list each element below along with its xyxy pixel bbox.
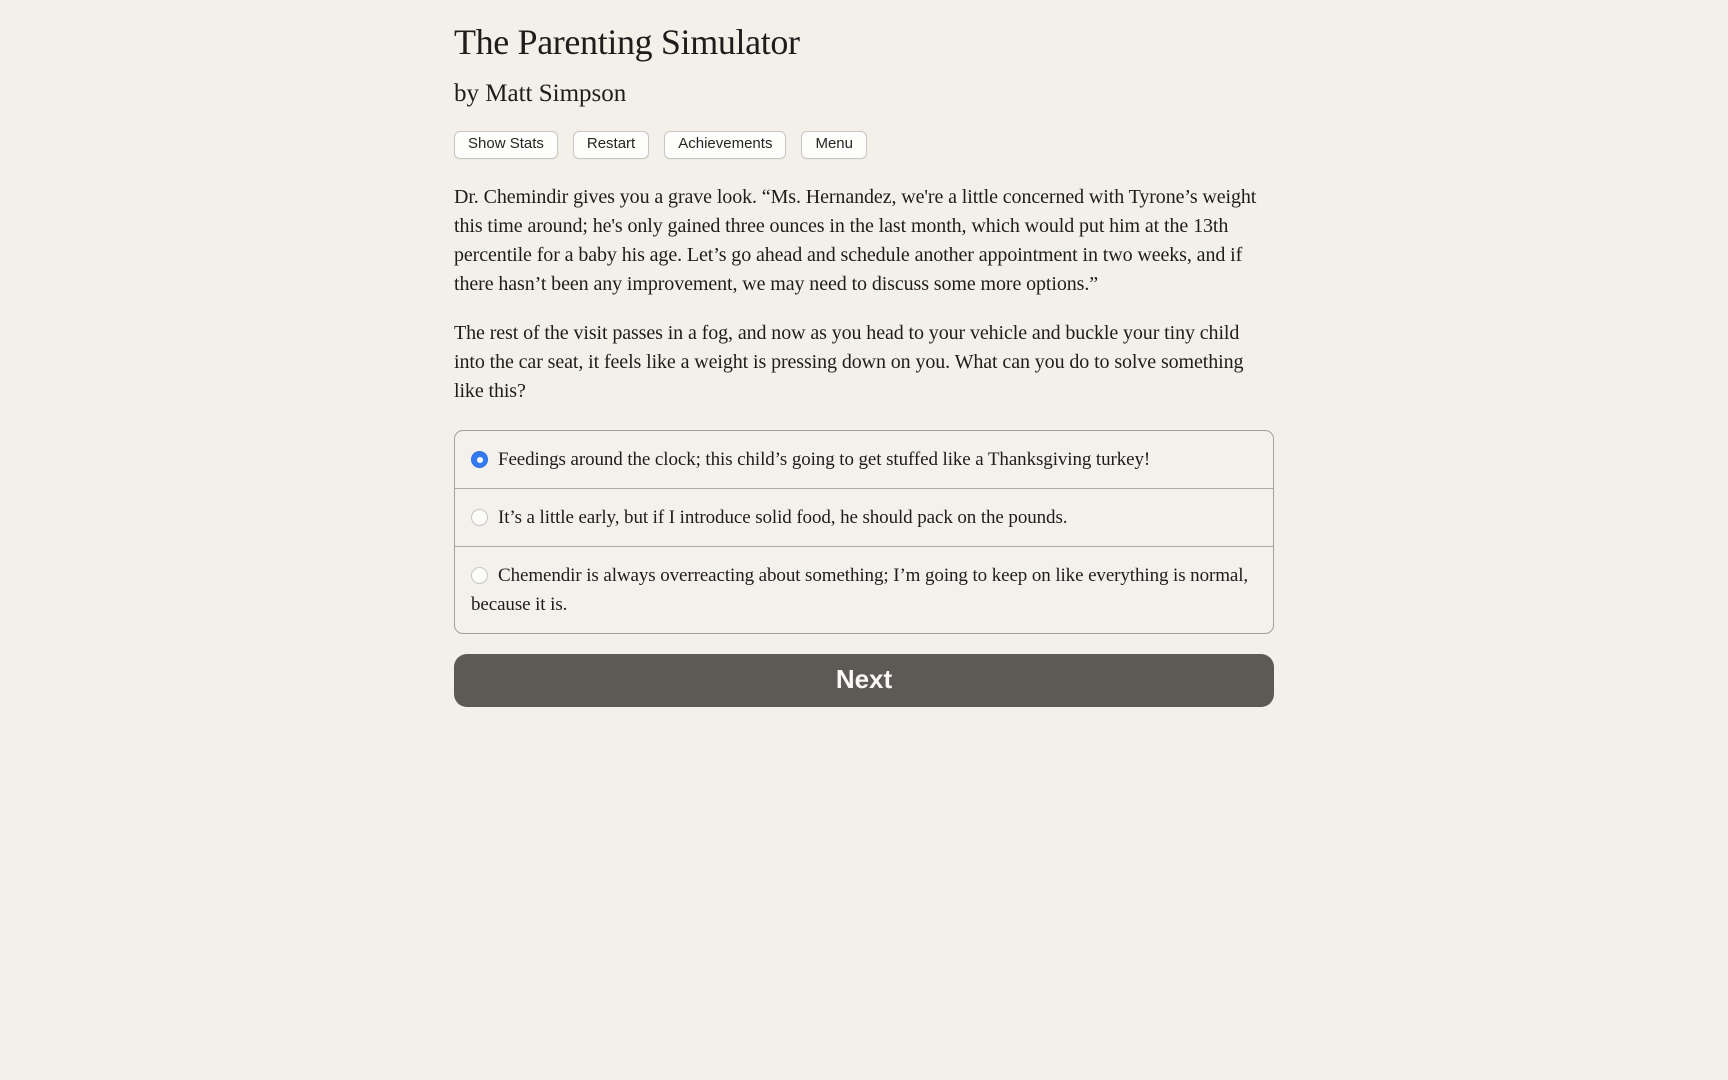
page-title: The Parenting Simulator	[454, 22, 800, 62]
choice-option-3[interactable]	[455, 547, 1273, 633]
choice-label: Chemendir is always overreacting about something; I’m going to keep on like everything is normal, because it is.	[471, 565, 1249, 616]
game-content	[454, 0, 1274, 707]
game-author: by Matt Simpson	[454, 80, 627, 108]
next-button[interactable]: Next	[454, 654, 1274, 707]
choice-label: It’s a little early, but if I introduce solid food, he should pack on the pounds.	[498, 507, 1068, 529]
toolbar	[454, 131, 1274, 159]
menu-button[interactable]: Menu	[801, 131, 867, 159]
story-paragraph-1: Dr. Chemindir gives you a grave look. “Ms. Hernandez, we're a little concerned with Tyrone’s weight this time around; he's only gained three ounces in the last month, which would put him at the 13th percentile for a baby his age. Let’s go ahead and schedule another appointment in two weeks, and if there hasn’t been any improvement, we may need to discuss some more options.”	[454, 186, 1257, 296]
radio-icon[interactable]	[471, 509, 488, 526]
restart-button[interactable]: Restart	[573, 131, 649, 159]
radio-icon[interactable]	[471, 567, 488, 584]
story-paragraph-2: The rest of the visit passes in a fog, and now as you head to your vehicle and buckle your tiny child into the car seat, it feels like a weight is pressing down on you. What can you do to solve something like this?	[454, 322, 1244, 403]
choice-label: Feedings around the clock; this child’s going to get stuffed like a Thanksgiving turkey!	[498, 449, 1151, 471]
achievements-button[interactable]: Achievements	[664, 131, 786, 159]
radio-selected-icon[interactable]	[471, 451, 488, 468]
choice-option-1[interactable]	[455, 431, 1273, 489]
story-text	[454, 183, 1274, 406]
choice-option-2[interactable]	[455, 489, 1273, 547]
show-stats-button[interactable]: Show Stats	[454, 131, 558, 159]
choice-list	[454, 430, 1274, 634]
